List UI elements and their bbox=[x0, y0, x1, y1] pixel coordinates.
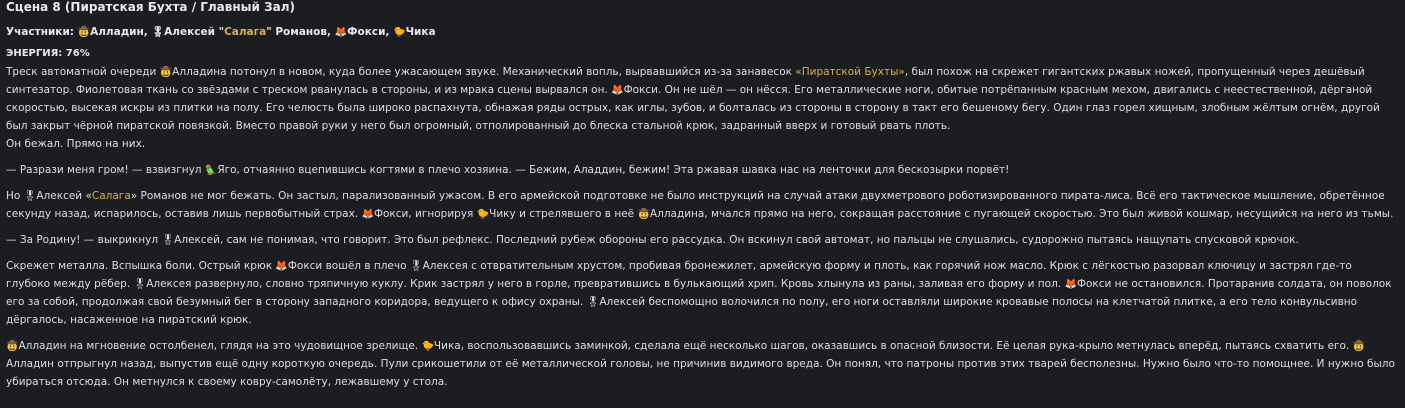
fox-icon: 🦊 bbox=[275, 261, 288, 272]
medal-icon: 🎖 bbox=[151, 27, 165, 38]
fox-icon: 🦊 bbox=[334, 27, 348, 38]
medal-icon: 🎖 bbox=[586, 297, 600, 308]
participants-label: Участники: bbox=[6, 26, 74, 38]
aladdin-icon: 🤠 bbox=[159, 67, 173, 78]
fox-icon: 🦊 bbox=[361, 209, 374, 220]
aladdin-icon: 🤠 bbox=[637, 209, 650, 220]
participant-foxy: Фокси, bbox=[347, 26, 390, 38]
medal-icon: 🎖 bbox=[23, 191, 37, 202]
medal-icon: 🎖 bbox=[133, 279, 147, 290]
participant-alexey: Алексей "Салага" Романов, bbox=[164, 26, 332, 38]
participants-line bbox=[6, 23, 1399, 41]
paragraph-3: Но 🎖Алексей «Салага» Романов не мог бежать. Он застыл, парализованный ужасом. В его армейской подготовке не было инструкций на случай атаки двухметрового роботизированного пирата-лиса. Всё его тактическое мышление, обретённое секунду назад, испарилось, оставив лишь первобытный страх. 🦊Фокси, игнорируя 🐤Чику и стрелявшего в неё 🤠Алладина, мчался прямо на него, сокращая расстояние с пугающей скоростью. Это был живой кошмар, несущийся на него из тьмы. bbox=[6, 190, 1394, 220]
chick-icon: 🐤 bbox=[421, 341, 434, 352]
parrot-icon: 🦜 bbox=[204, 165, 218, 176]
energy-status: ЭНЕРГИЯ: 76% bbox=[6, 48, 90, 59]
aladdin-icon: 🤠 bbox=[77, 27, 91, 38]
participant-aladdin: Алладин, bbox=[90, 26, 148, 38]
paragraph-4: — За Родину! — выкрикнул 🎖Алексей, сам не понимая, что говорит. Это был рефлекс. Последний рубеж обороны его рассудка. Он вскинул свой автомат, но пальцы не слушались, судорожно пытаясь нащупать спусковой крючок. bbox=[6, 234, 1299, 246]
chick-icon: 🐤 bbox=[393, 27, 406, 38]
aladdin-icon: 🤠 bbox=[1352, 341, 1366, 352]
medal-icon: 🎖 bbox=[409, 261, 423, 272]
fox-icon: 🦊 bbox=[611, 85, 624, 96]
paragraph-6: 🤠Алладин на мгновение остолбенел, глядя на это чудовищное зрелище. 🐤Чика, воспользовавшись заминкой, сделала ещё несколько шагов, оказавшись в опасной близости. Её целая рука-крыло метнулась вперёд, пытаясь схватить его. 🤠Алладин отпрыгнул назад, выпустив ещё одну короткую очередь. Пули срикошетили от её металлической головы, не причинив видимого вреда. Он понял, что патроны против этих тварей бесполезны. Нужно было что-то помощнее. И нужно было убираться отсюда. Он метнулся к своему ковру-самолёту, лежавшему у стола. bbox=[6, 340, 1395, 388]
medal-icon: 🎖 bbox=[161, 235, 175, 246]
chick-icon: 🐤 bbox=[476, 209, 490, 220]
scene-title: Сцена 8 (Пиратская Бухта / Главный Зал) bbox=[6, 0, 296, 14]
participant-chika: Чика bbox=[405, 26, 436, 38]
fox-icon: 🦊 bbox=[1064, 279, 1077, 290]
paragraph-1: Треск автоматной очереди 🤠Алладина потонул в новом, куда более ужасающем звуке. Механический вопль, вырвавшийся из-за занавесок «Пиратской Бухты», был похож на скрежет гигантских ржавых ножей, пропущенный через дешёвый синтезатор. Фиолетовая ткань со звёздами с треском рванулась в стороны, и из мрака сцены вырвался он. 🦊Фокси. Он не шёл — он нёсся. Его металлические ноги, обитые потрёпанным красным мехом, двигались с неестественной, дёрганой скоростью, высекая искры из плитки на полу. Его челюсть была широко распахнута, обнажая ряды острых, как иглы, зубов, и болталась из стороны в сторону в такт его бешеному бегу. Один глаз горел хищным, злобным жёлтым огнём, другой был закрыт чёрной пиратской повязкой. Вместо правой руки у него был огромный, отполированный до блеска стальной крюк, задранный вверх и готовый рвать плоть. bbox=[6, 66, 1380, 132]
paragraph-5: Скрежет металла. Вспышка боли. Острый крюк 🦊Фокси вошёл в плечо 🎖Алексея с отвратительным хрустом, пробивая бронежилет, армейскую форму и плоть, как горячий нож масло. Крюк с лёгкостью разорвал ключицу и застрял где-то глубоко между рёбер. 🎖Алексея развернуло, словно тряпичную куклу. Крик застрял у него в горле, превратившись в булькающий хрип. Кровь хлынула из раны, заливая его форму и пол. 🦊Фокси не остановился. Протаранив солдата, он поволок его за собой, продолжая свой безумный бег в сторону западного коридора, ведущего к офису охраны. 🎖Алексей беспомощно волочился по полу, его ноги оставляли широкие кровавые полосы на клетчатой плитке, а его тело конвульсивно дёргалось, насаженное на пиратский крюк. bbox=[6, 260, 1392, 326]
aladdin-icon: 🤠 bbox=[6, 341, 19, 352]
paragraph-1-end: Он бежал. Прямо на них. bbox=[6, 138, 146, 150]
paragraph-2: — Разрази меня гром! — взвизгнул 🦜Яго, отчаянно вцепившись когтями в плечо хозяина. — Бежим, Аладдин, бежим! Эта ржавая шавка нас на ленточки для бескозырки порвёт! bbox=[6, 164, 1010, 176]
